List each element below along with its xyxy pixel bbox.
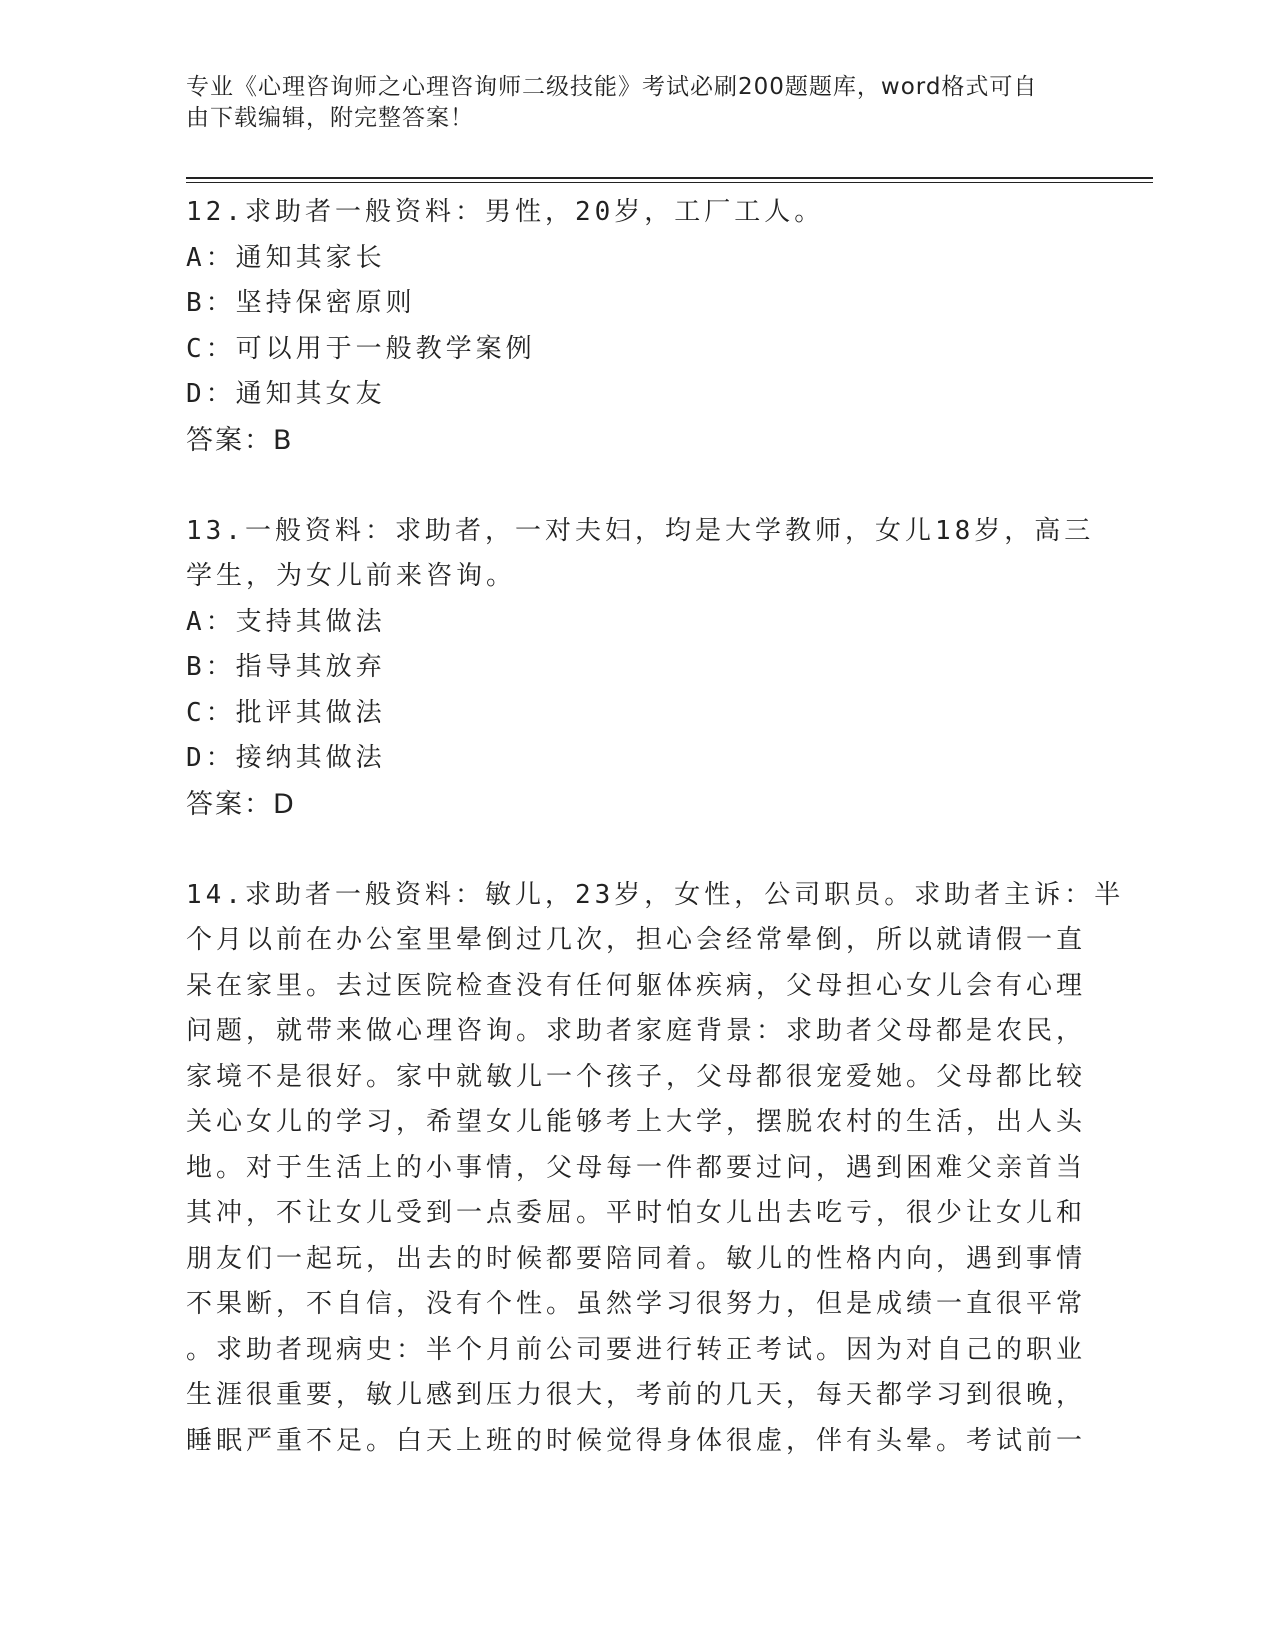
question-14: [186, 873, 1125, 1465]
question-paragraph-line: 问题，就带来做心理咨询。求助者家庭背景：求助者父母都是农民，: [186, 1016, 1087, 1046]
option-b: B：指导其放弃: [186, 652, 386, 682]
question-stem: 12.求助者一般资料：男性，20岁，工厂工人。: [186, 197, 825, 227]
question-paragraph-line: 14.求助者一般资料：敏儿，23岁，女性，公司职员。求助者主诉：半: [186, 879, 1125, 910]
option-c: C：批评其做法: [186, 697, 386, 728]
answer-line: 答案：B: [186, 424, 294, 456]
question-paragraph-line: 呆在家里。去过医院检查没有任何躯体疾病，父母担心女儿会有心理: [186, 970, 1087, 1001]
question-paragraph-line: 生涯很重要，敏儿感到压力很大，考前的几天，每天都学习到很晚，: [186, 1380, 1087, 1410]
option-c: C：可以用于一般教学案例: [186, 333, 536, 364]
question-paragraph-line: 地。对于生活上的小事情，父母每一件都要过问，遇到困难父亲首当: [186, 1152, 1087, 1183]
option-d: D：接纳其做法: [186, 743, 386, 773]
question-paragraph-line: 。求助者现病史：半个月前公司要进行转正考试。因为对自己的职业: [186, 1334, 1087, 1365]
option-d: D：通知其女友: [186, 379, 386, 409]
question-paragraph-line: 家境不是很好。家中就敏儿一个孩子，父母都很宠爱她。父母都比较: [186, 1061, 1087, 1092]
document-header: [186, 72, 1066, 134]
header-line-2: 由下载编辑，附完整答案！: [186, 105, 474, 131]
header-divider-thick: [186, 177, 1153, 179]
question-list: [186, 190, 1125, 1464]
question-paragraph-line: 朋友们一起玩，出去的时候都要陪同着。敏儿的性格内向，遇到事情: [186, 1243, 1087, 1274]
question-paragraph-line: 其冲，不让女儿受到一点委屈。平时怕女儿出去吃亏，很少让女儿和: [186, 1198, 1087, 1228]
question-paragraph-line: 关心女儿的学习，希望女儿能够考上大学，摆脱农村的生活，出人头: [186, 1107, 1087, 1137]
option-b: B：坚持保密原则: [186, 288, 416, 318]
question-12: [186, 190, 1076, 463]
header-line-1: 专业《心理咨询师之心理咨询师二级技能》考试必刷200题题库，word格式可自: [186, 74, 1038, 100]
question-paragraph-line: 个月以前在办公室里晕倒过几次，担心会经常晕倒，所以就请假一直: [186, 925, 1087, 955]
option-a: A：支持其做法: [186, 606, 386, 637]
option-a: A：通知其家长: [186, 242, 386, 273]
question-paragraph-line: 不果断，不自信，没有个性。虽然学习很努力，但是成绩一直很平常: [186, 1289, 1087, 1319]
question-paragraph-line: 睡眠严重不足。白天上班的时候觉得身体很虚，伴有头晕。考试前一: [186, 1425, 1087, 1456]
question-spacer: [186, 463, 1076, 509]
header-divider-thin: [186, 182, 1153, 183]
question-spacer: [186, 827, 1076, 873]
answer-line: 答案：D: [186, 788, 296, 820]
question-13: [186, 509, 1095, 828]
question-stem: 学生，为女儿前来咨询。: [186, 561, 517, 591]
question-stem: 13.一般资料：求助者，一对夫妇，均是大学教师，女儿18岁，高三: [186, 515, 1095, 546]
